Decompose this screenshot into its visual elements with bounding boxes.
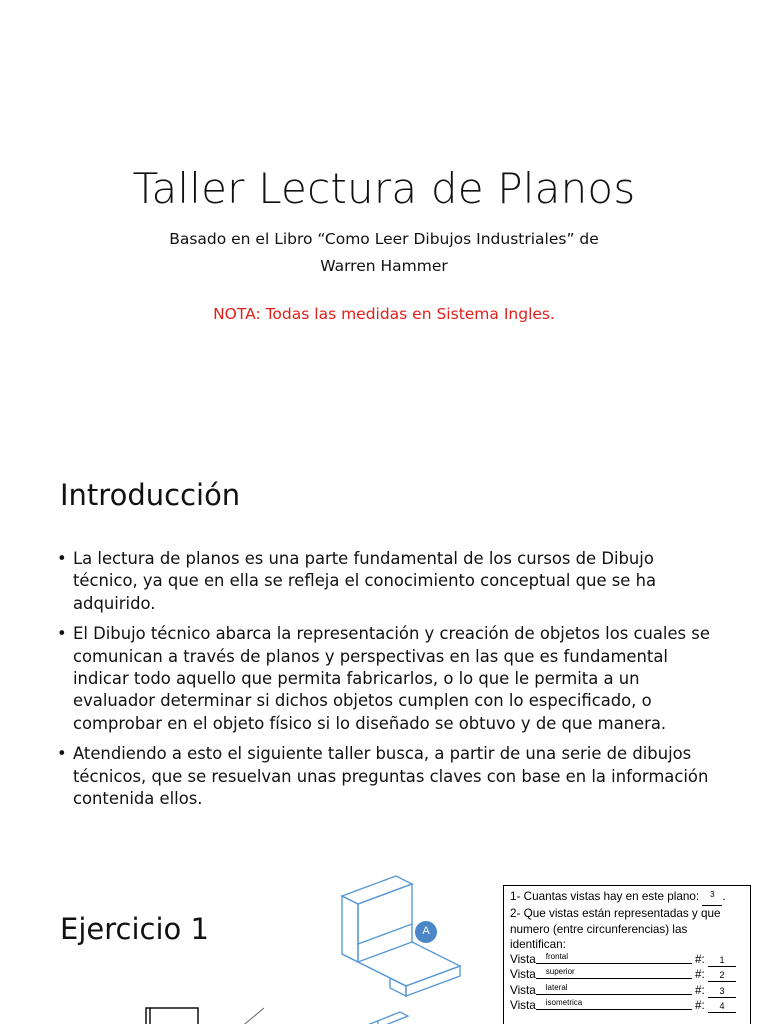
- bullet-text: Atendiendo a esto el siguiente taller busca, a partir de una serie de dibujos técnicos, que se resuelvan unas preguntas claves con base en la información contenida ellos.: [73, 744, 709, 809]
- bullet-dot-icon: •: [57, 744, 67, 764]
- orthographic-sketch: [140, 1002, 270, 1024]
- question-1: 1- Cuantas vistas hay en este plano: $^3$ .: [510, 889, 744, 906]
- isometric-drawing: [330, 870, 480, 1024]
- view-name-field[interactable]: frontal: [536, 952, 692, 964]
- answer-field-1[interactable]: 3: [702, 889, 722, 906]
- bullet-item: [56, 623, 716, 735]
- subtitle-line-1: Basado en el Libro “Como Leer Dibujos Industriales” de: [169, 230, 599, 248]
- bullet-dot-icon: •: [57, 624, 67, 644]
- view-name-field[interactable]: superior: [536, 967, 692, 979]
- bullet-list: [56, 548, 716, 818]
- subtitle-line-2: Warren Hammer: [320, 257, 448, 275]
- view-row: Vista frontal #: 1: [510, 952, 744, 967]
- view-row: Vista isometrica #: 4: [510, 998, 744, 1013]
- view-row: Vista lateral #: 3: [510, 983, 744, 998]
- view-number-field[interactable]: 1: [708, 954, 736, 967]
- bullet-item: [56, 548, 716, 615]
- view-name-field[interactable]: lateral: [536, 983, 692, 995]
- view-number-field[interactable]: 4: [708, 1000, 736, 1013]
- view-number-field[interactable]: 3: [708, 985, 736, 998]
- intro-slide: [0, 442, 768, 842]
- exercise-slide: [0, 852, 768, 1024]
- exercise-heading: Ejercicio 1: [60, 912, 209, 946]
- intro-heading: Introducción: [60, 478, 241, 512]
- note-text: NOTA: Todas las medidas en Sistema Ingles.: [213, 305, 555, 323]
- bullet-text: El Dibujo técnico abarca la representación y creación de objetos los cuales se comunican a través de planos y perspectivas en las que es fundamental indicar todo aquello que permita fabricarlos, o lo que le permita a un evaluador determinar si dichos objetos cumplen con lo especificado, o comprobar en el objeto físico si lo diseñado se obtuvo y de que manera.: [73, 624, 710, 733]
- questions-box: [503, 885, 751, 1024]
- bullet-text: La lectura de planos es una parte fundamental de los cursos de Dibujo técnico, ya que en ella se refleja el conocimiento conceptual que se ha adquirido.: [73, 549, 657, 613]
- view-row: Vista superior #: 2: [510, 967, 744, 982]
- view-number-field[interactable]: 2: [708, 969, 736, 982]
- callout-label: A: [422, 925, 430, 937]
- title-slide: [0, 0, 768, 432]
- slide-title: Taller Lectura de Planos: [132, 164, 636, 213]
- question-2: 2- Que vistas están representadas y que numero (entre circunferencias) las identifican:: [510, 907, 721, 951]
- bullet-item: [56, 743, 716, 810]
- slide-subtitle: [0, 226, 768, 280]
- view-name-field[interactable]: isometrica: [536, 998, 692, 1010]
- bullet-dot-icon: •: [57, 549, 67, 568]
